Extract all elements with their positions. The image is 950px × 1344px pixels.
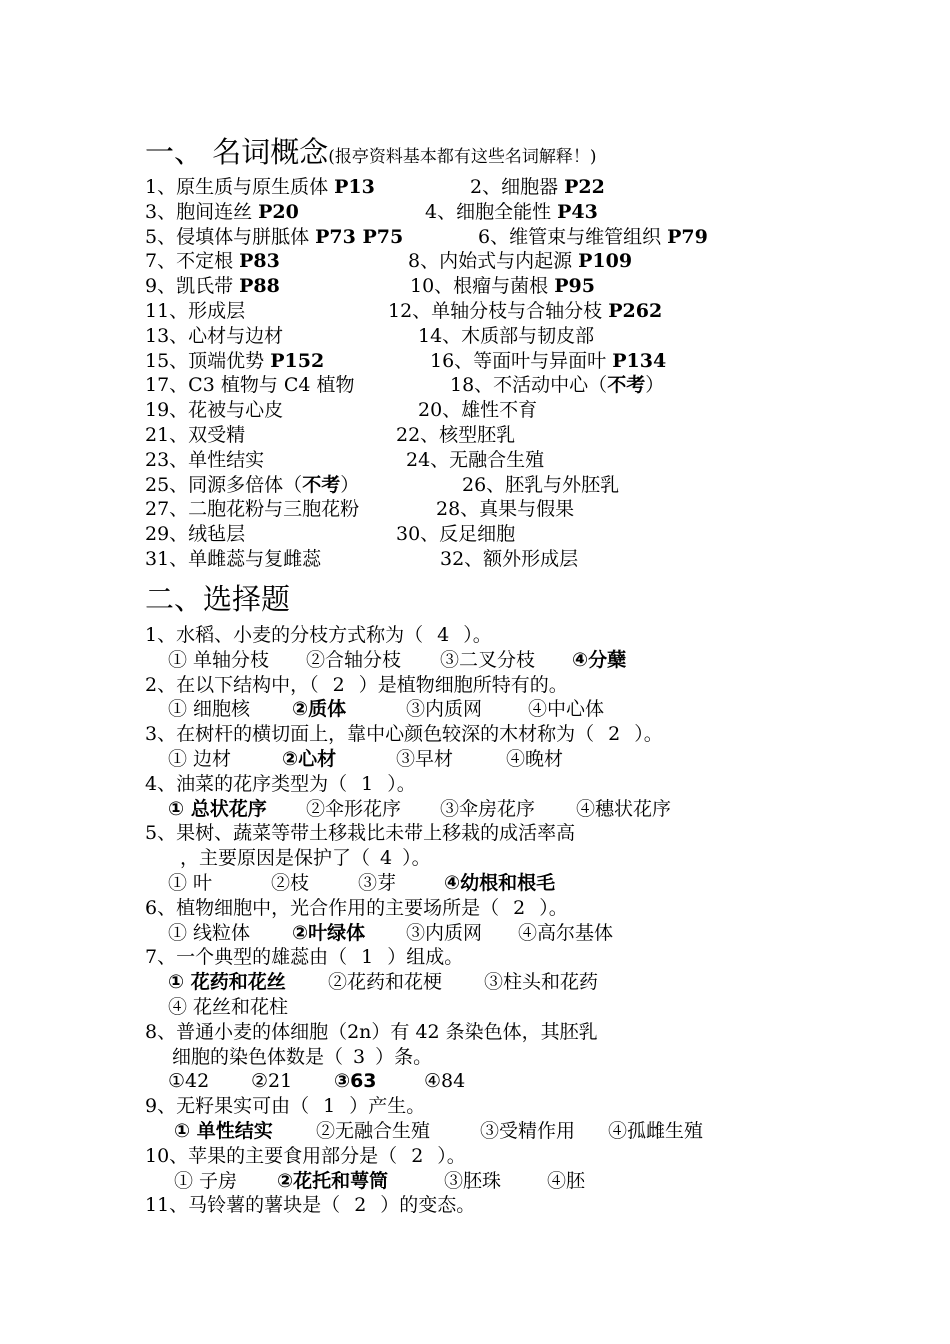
term-item — [145, 249, 280, 273]
question-text: 1、水稻、小麦的分枝方式称为（ — [145, 624, 424, 646]
question-text: ）。 — [387, 772, 416, 795]
term-text: 21、双受精 — [145, 424, 246, 446]
answer-option: ④中心体 — [528, 698, 605, 721]
answer-blank: 2 — [513, 896, 526, 919]
term-item — [406, 448, 544, 472]
answer-option: ④穗状花序 — [576, 797, 672, 820]
question-stem — [145, 821, 575, 845]
term-page-ref: P152 — [270, 349, 325, 372]
term-text: 4、细胞全能性 — [425, 200, 558, 223]
term-item — [145, 547, 321, 571]
question-text: ）的变态。 — [380, 1194, 476, 1217]
term-text: 23、单性结实 — [145, 448, 265, 471]
question-stem — [145, 945, 463, 969]
answer-option: ① 细胞核 — [168, 698, 251, 721]
question-stem-cont — [180, 846, 431, 870]
term-text: 5、侵填体与胼胝体 — [145, 225, 316, 248]
term-item — [145, 497, 359, 521]
term-item — [145, 448, 264, 472]
term-item — [410, 274, 595, 298]
answer-blank: 1 — [323, 1095, 336, 1118]
question-text: ，主要原因是保护了（ — [180, 847, 371, 870]
question-text: 6、植物细胞中，光合作用的主要场所是（ — [145, 896, 500, 919]
term-text: 18、不活动中心（ — [450, 374, 608, 397]
term-item — [430, 349, 666, 373]
term-item — [145, 299, 245, 323]
term-page-ref: P109 — [578, 250, 633, 273]
question-stem — [145, 722, 663, 746]
question-text: ）。 — [539, 896, 568, 919]
term-text: 19、花被与心皮 — [145, 399, 284, 422]
term-page-ref: P13 — [334, 176, 375, 198]
answer-option: ②花药和花梗 — [328, 971, 443, 994]
term-text: 31、单雌蕊与复雌蕊 — [145, 548, 322, 570]
term-tail: ） — [340, 473, 360, 496]
question-text: ）。 — [634, 723, 663, 746]
term-item — [145, 473, 359, 497]
question-text: 细胞的染色体数是（ — [172, 1045, 344, 1068]
answer-option: ③内质网 — [406, 698, 483, 721]
term-text: 13、心材与边材 — [145, 324, 284, 347]
term-item — [145, 324, 283, 348]
section1-title: 一、 名词概念 — [145, 135, 329, 169]
answer-option: ① 单性结实 — [174, 1120, 273, 1142]
term-item — [478, 225, 708, 249]
answer-option: ① 单轴分枝 — [168, 648, 270, 671]
term-item — [388, 299, 662, 323]
answer-option: ②质体 — [292, 698, 347, 721]
answer-blank: 4 — [380, 847, 393, 870]
term-page-ref: P262 — [608, 300, 663, 322]
answer-option: ③伞房花序 — [440, 797, 536, 820]
term-text: 17、C3 植物与 C4 植物 — [145, 374, 355, 397]
question-text: 7、一个典型的雄蕊由（ — [145, 946, 348, 969]
term-text: 28、真果与假果 — [436, 498, 575, 521]
term-tail: ） — [645, 374, 665, 397]
term-text: 30、反足细胞 — [396, 523, 516, 546]
answer-option: ④孤雌生殖 — [608, 1120, 704, 1142]
term-page-ref: P83 — [239, 250, 280, 273]
term-page-ref: P43 — [557, 200, 598, 223]
answer-option: ④84 — [424, 1070, 466, 1093]
question-text: ）。 — [437, 1144, 466, 1167]
answer-option: ④幼根和根毛 — [444, 872, 556, 894]
answer-option: ① 叶 — [168, 872, 213, 894]
term-text: 16、等面叶与异面叶 — [430, 349, 613, 372]
section1-heading — [145, 133, 596, 176]
term-text: 2、细胞器 — [470, 176, 565, 198]
question-text: 8、普通小麦的体细胞（2n）有 42 条染色体，其胚乳 — [145, 1020, 598, 1043]
term-item — [396, 522, 515, 546]
term-item — [408, 249, 632, 273]
term-page-ref: P22 — [564, 176, 605, 198]
term-item — [145, 398, 283, 422]
answer-option: ②伞形花序 — [306, 797, 402, 820]
answer-option: ③内质网 — [406, 921, 483, 944]
answer-option: ④高尔基体 — [518, 921, 614, 944]
term-item — [450, 373, 664, 397]
question-text: ）。 — [402, 847, 431, 870]
term-text: 11、形成层 — [145, 300, 246, 322]
term-item — [145, 225, 403, 249]
question-text: ）产生。 — [349, 1095, 426, 1118]
answer-blank: 2 — [608, 723, 621, 746]
term-text: 3、胞间连丝 — [145, 200, 259, 223]
term-text: 29、绒毡层 — [145, 523, 246, 546]
answer-option: ①42 — [168, 1070, 210, 1093]
term-item — [436, 497, 574, 521]
answer-option: ④晚材 — [506, 748, 564, 770]
term-text: 32、额外形成层 — [440, 548, 579, 570]
term-item — [145, 200, 299, 224]
answer-option: ④ 花丝和花柱 — [168, 996, 289, 1018]
answer-blank: 2 — [411, 1144, 424, 1167]
term-text: 7、不定根 — [145, 250, 240, 273]
question-text: 5、果树、蔬菜等带土移栽比未带上移栽的成活率高 — [145, 822, 576, 845]
question-stem — [145, 1094, 425, 1118]
answer-option: ②花托和萼筒 — [277, 1169, 389, 1192]
question-stem — [145, 896, 568, 920]
term-text: 12、单轴分枝与合轴分枝 — [388, 300, 609, 322]
answer-option: ②枝 — [271, 872, 310, 894]
question-text: 3、在树杆的横切面上，靠中心颜色较深的木材称为（ — [145, 723, 595, 746]
question-text: ）条。 — [375, 1045, 433, 1068]
question-stem — [145, 1144, 466, 1168]
answer-option: ②21 — [251, 1070, 293, 1093]
question-stem — [145, 1020, 598, 1044]
answer-option: ②心材 — [282, 748, 337, 770]
answer-option: ②无融合生殖 — [316, 1120, 431, 1142]
question-text: ）。 — [463, 624, 492, 646]
question-text: ）是植物细胞所特有的。 — [358, 673, 568, 696]
term-item — [145, 522, 245, 546]
term-item — [145, 373, 355, 397]
term-item — [145, 175, 375, 199]
answer-option: ① 花药和花丝 — [168, 971, 286, 994]
answer-option: ④胚 — [547, 1169, 586, 1192]
term-item — [145, 274, 280, 298]
answer-option: ① 线粒体 — [168, 921, 251, 944]
question-stem — [145, 772, 416, 796]
section1-note: (报亭资料基本都有这些名词解释！) — [328, 147, 597, 167]
term-page-ref: P20 — [258, 200, 299, 223]
term-text: 1、原生质与原生质体 — [145, 176, 335, 198]
answer-blank: 4 — [437, 624, 450, 646]
answer-option: ④分蘖 — [572, 648, 627, 671]
answer-option: ③63 — [334, 1070, 377, 1093]
term-item — [440, 547, 578, 571]
term-page-ref: P95 — [554, 275, 595, 298]
term-text: 9、凯氏带 — [145, 275, 240, 298]
answer-option: ③胚珠 — [444, 1169, 502, 1192]
term-text: 8、内始式与内起源 — [408, 250, 579, 273]
question-text: 9、无籽果实可由（ — [145, 1095, 310, 1118]
term-item — [425, 200, 598, 224]
term-text: 15、顶端优势 — [145, 349, 271, 372]
question-text: 10、苹果的主要食用部分是（ — [145, 1144, 398, 1167]
answer-option: ③受精作用 — [480, 1120, 576, 1142]
term-item — [396, 423, 515, 447]
term-item — [470, 175, 605, 199]
answer-blank: 1 — [361, 946, 374, 969]
answer-blank: 2 — [354, 1194, 367, 1217]
term-text: 24、无融合生殖 — [406, 448, 545, 471]
term-page-ref: P134 — [612, 349, 667, 372]
term-item — [145, 349, 324, 373]
term-text: 6、维管束与维管组织 — [478, 225, 668, 248]
term-item — [418, 324, 594, 348]
answer-option: ① 边材 — [168, 748, 232, 770]
question-text: ）组成。 — [387, 946, 464, 969]
question-text: 2、在以下结构中，（ — [145, 673, 319, 696]
question-stem — [145, 623, 492, 647]
term-page-ref: P88 — [239, 275, 280, 298]
answer-blank: 1 — [361, 772, 374, 795]
term-text: 10、根瘤与菌根 — [410, 275, 555, 298]
term-text: 27、二胞花粉与三胞花粉 — [145, 498, 360, 521]
answer-option: ① 总状花序 — [168, 797, 267, 820]
question-text: 4、油菜的花序类型为（ — [145, 772, 348, 795]
question-stem — [145, 1193, 475, 1217]
answer-blank: 3 — [353, 1045, 366, 1068]
term-text: 26、胚乳与外胚乳 — [462, 473, 620, 496]
term-text: 20、雄性不育 — [418, 399, 538, 422]
term-page-ref: P79 — [667, 225, 708, 248]
question-stem-cont — [172, 1045, 432, 1069]
answer-option: ③早材 — [396, 748, 454, 770]
term-not-tested: 不考 — [302, 473, 341, 496]
question-text: 11、马铃薯的薯块是（ — [145, 1194, 341, 1217]
term-page-ref: P73 P75 — [315, 225, 404, 248]
answer-option: ③二叉分枝 — [440, 648, 536, 671]
answer-option: ②合轴分枝 — [306, 648, 402, 671]
answer-option: ③柱头和花药 — [484, 971, 599, 994]
answer-option: ②叶绿体 — [292, 921, 366, 944]
term-item — [418, 398, 537, 422]
answer-option: ③芽 — [358, 872, 397, 894]
section2-heading: 二、选择题 — [145, 582, 291, 616]
answer-blank: 2 — [332, 673, 345, 696]
answer-option: ① 子房 — [174, 1169, 238, 1192]
term-item — [145, 423, 245, 447]
term-text: 14、木质部与韧皮部 — [418, 324, 595, 347]
term-not-tested: 不考 — [607, 374, 646, 397]
question-stem — [145, 673, 568, 697]
term-text: 25、同源多倍体（ — [145, 473, 303, 496]
term-text: 22、核型胚乳 — [396, 424, 516, 446]
term-item — [462, 473, 619, 497]
